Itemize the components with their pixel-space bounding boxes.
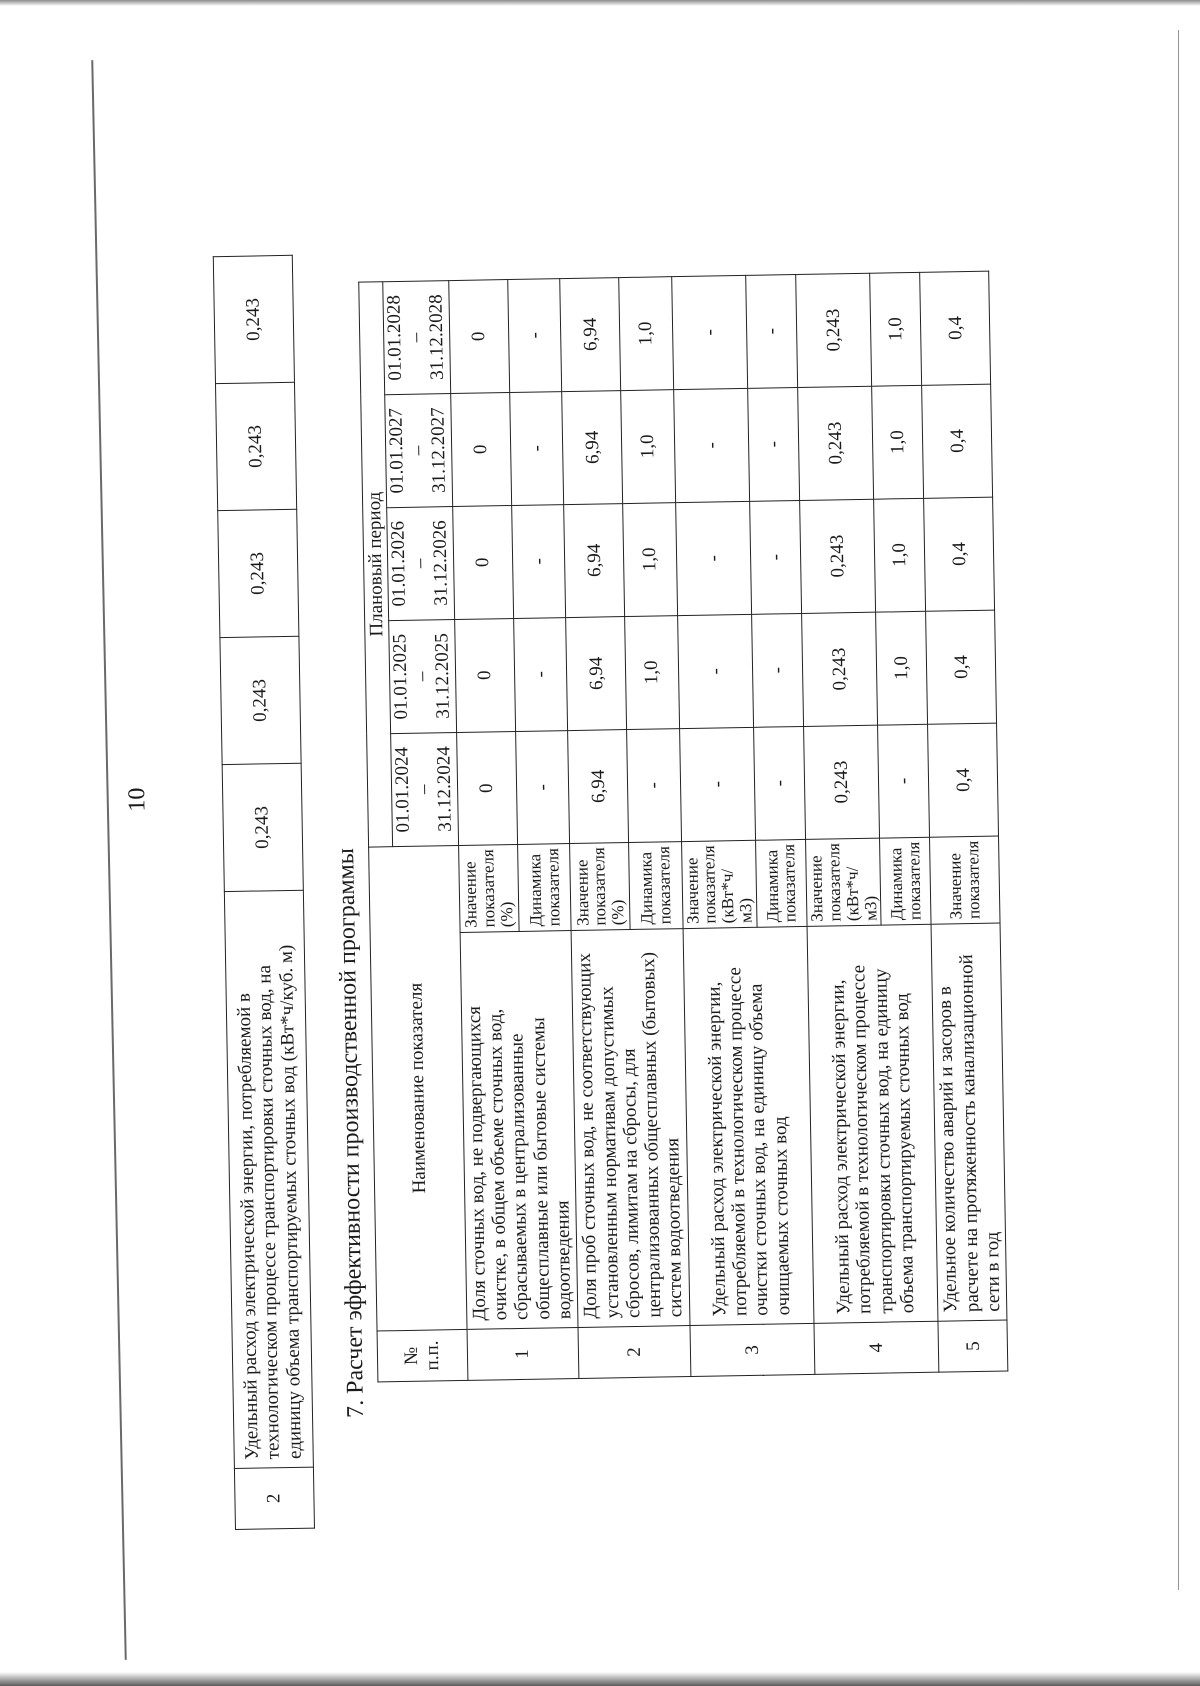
indicator-name: Удельный расход электрической энергии, потребляемой в технологическом процессе очистки сточных вод, на единицу объема очищаемых сточных вод: [683, 926, 814, 1325]
cell-value: 0,4: [926, 610, 997, 724]
metric-label: Динамика показателя: [756, 839, 808, 927]
metric-label: Динамика показателя: [880, 837, 932, 925]
cell-value: 1,0: [870, 272, 922, 386]
row-number: 4: [814, 1321, 939, 1374]
indicator-value: 0,243: [215, 382, 296, 510]
metric-label: Динамика показателя: [629, 841, 683, 929]
cell-value: -: [679, 727, 755, 841]
metric-label: Динамика показателя: [518, 843, 572, 931]
scan-edge-bottom: [0, 1672, 1200, 1686]
metric-label: Значение показателя (кВт*ч/м3): [805, 838, 881, 927]
cell-value: 0,243: [800, 499, 876, 613]
cell-value: -: [508, 278, 562, 392]
row-number: 3: [690, 1323, 815, 1376]
header-planned-period: Плановый период: [359, 281, 393, 846]
metric-label: Значение показателя: [930, 836, 1000, 924]
efficiency-table: [358, 270, 1008, 1382]
cell-value: -: [748, 387, 800, 501]
cell-value: 6,94: [566, 616, 627, 730]
indicator-value: 0,243: [213, 255, 294, 383]
cell-value: -: [514, 617, 568, 731]
cell-value: -: [510, 391, 564, 505]
cell-value: -: [673, 388, 749, 502]
indicator-name: Удельный расход электрической энергии, потребляемой в технологическом процессе транспортировки сточных вод, на единицу объема транспортируемых сточных вод: [807, 924, 938, 1323]
indicator-value: 0,243: [222, 763, 303, 891]
section-title: 7. Расчет эффективности производственной программы: [333, 847, 370, 1419]
cell-value: 0: [457, 731, 518, 845]
cell-value: 6,94: [560, 277, 621, 391]
cell-value: 0,243: [798, 386, 874, 500]
indicator-name: Удельный расход электрической энергии, потребляемой в технологическом процессе транспортировки сточных вод, на единицу объема транспортируемых сточных вод (кВт*ч/куб. м): [224, 890, 313, 1468]
cell-value: 0,243: [804, 725, 880, 839]
cell-value: 0,4: [920, 271, 991, 385]
cell-value: -: [677, 614, 753, 728]
cell-value: 0: [449, 279, 510, 393]
indicator-name: Удельное количество аварий и засоров в расчете на протяженность канализационной сети в год: [931, 923, 1007, 1321]
cell-value: 0,4: [928, 723, 999, 837]
rotated-document-content: [124, 0, 1200, 1530]
cell-value: 0,243: [796, 273, 872, 387]
page-number: 10: [124, 787, 151, 812]
cell-value: 0: [453, 505, 514, 619]
row-number: 5: [938, 1320, 1008, 1372]
period-column-2024: 01.01.2024 – 31.12.2024: [391, 732, 459, 846]
cell-value: 0: [455, 618, 516, 732]
row-number: 2: [234, 1467, 314, 1529]
period-column-2026: 01.01.2026 – 31.12.2026: [387, 506, 455, 620]
cell-value: -: [675, 501, 751, 615]
continuation-table: [213, 255, 315, 1530]
cell-value: 0,4: [924, 497, 995, 611]
table-row: [213, 255, 314, 1529]
cell-value: 0,243: [802, 612, 878, 726]
row-number: 2: [578, 1326, 690, 1379]
row-number: 1: [467, 1327, 579, 1380]
header-number: № п.п.: [377, 1329, 468, 1382]
header-indicator-name: Наименование показателя: [369, 845, 467, 1331]
cell-value: 6,94: [564, 503, 625, 617]
indicator-value: 0,243: [218, 509, 299, 637]
cell-value: -: [752, 613, 804, 727]
metric-label: Значение показателя (кВт*ч/м3): [681, 840, 757, 929]
period-column-2025: 01.01.2025 – 31.12.2025: [389, 619, 457, 733]
metric-label: Значение показателя (%): [459, 844, 520, 932]
cell-value: 1,0: [621, 389, 675, 503]
period-column-2028: 01.01.2028 – 31.12.2028: [383, 280, 451, 394]
cell-value: 1,0: [874, 498, 926, 612]
indicator-name: Доля проб сточных вод, не соответствующих установленным нормативам допустимых сбросов, лимитам на сбросы, для централизованных общесплавных (бытовых) систем водоотведения: [571, 929, 689, 1328]
cell-value: -: [746, 274, 798, 388]
cell-value: 1,0: [876, 611, 928, 725]
cell-value: -: [627, 728, 681, 842]
cell-value: 0,4: [922, 384, 993, 498]
period-column-2027: 01.01.2027 – 31.12.2027: [385, 393, 453, 507]
cell-value: 1,0: [625, 615, 679, 729]
scan-edge-left: [91, 60, 127, 1660]
cell-value: -: [671, 275, 747, 389]
cell-value: -: [512, 504, 566, 618]
indicator-value: 0,243: [220, 636, 301, 764]
cell-value: 1,0: [623, 502, 677, 616]
metric-label: Значение показателя (%): [570, 842, 631, 930]
cell-value: 6,94: [568, 729, 629, 843]
cell-value: 6,94: [562, 390, 623, 504]
cell-value: -: [516, 730, 570, 844]
cell-value: -: [754, 726, 806, 840]
cell-value: -: [750, 500, 802, 614]
cell-value: 1,0: [872, 385, 924, 499]
indicator-name: Доля сточных вод, не подвергающихся очистке, в общем объеме сточных вод, сбрасываемых в централизованные общесплавные или бытовые системы водоотведения: [460, 931, 578, 1330]
cell-value: 0: [451, 392, 512, 506]
cell-value: 1,0: [619, 276, 673, 390]
cell-value: -: [878, 724, 930, 838]
